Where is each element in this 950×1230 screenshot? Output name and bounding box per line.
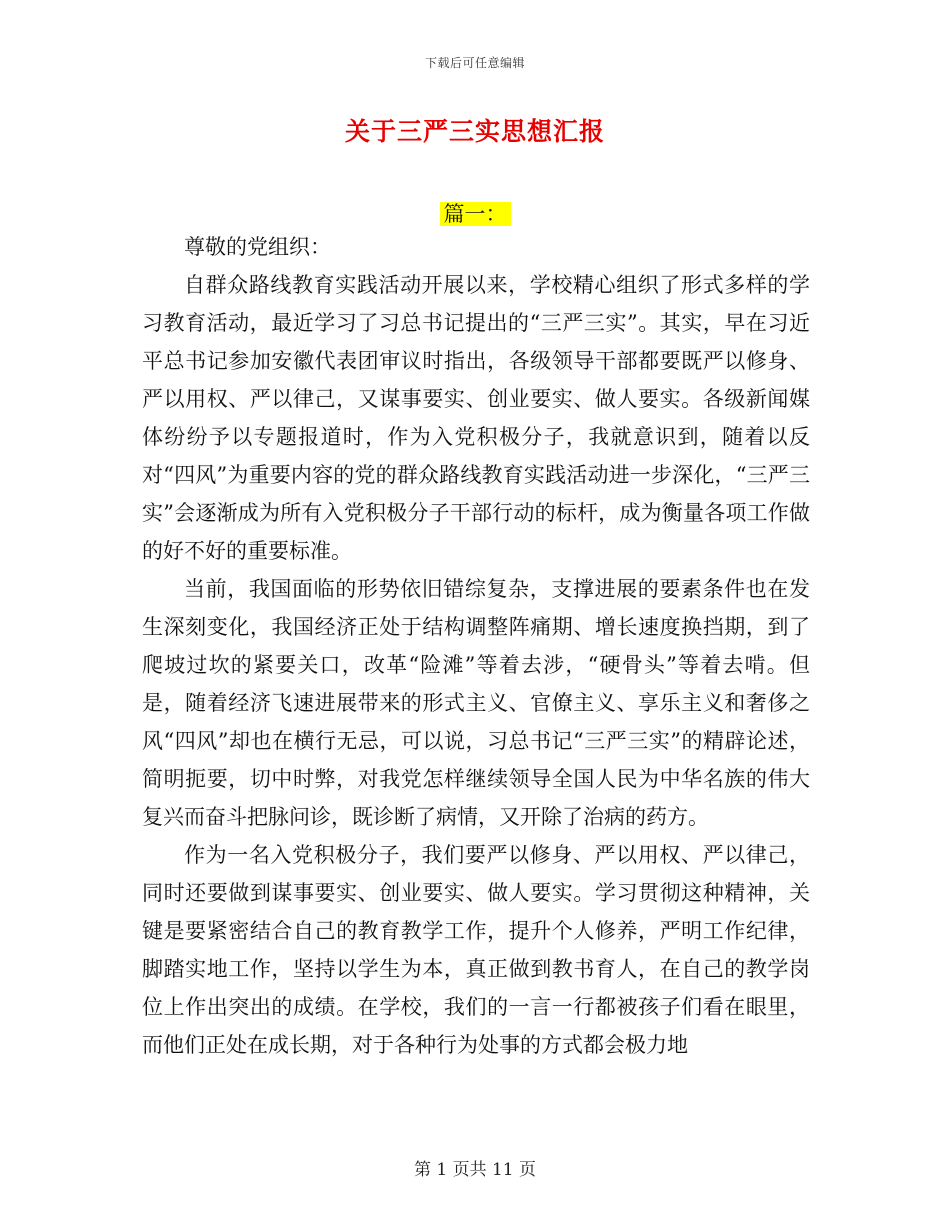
page-footer-number: 第 1 页共 11 页 xyxy=(413,1160,537,1180)
body-paragraph-2: 当前，我国面临的形势依旧错综复杂，支撑进展的要素条件也在发生深刻变化，我国经济正处于结构调整阵痛期、增长速度换挡期，到了爬坡过坎的紧要关口，改革“险滩”等着去涉，“硬骨头”等着去啃。但是，随着经济飞速进展带来的形式主义、官僚主义、享乐主义和奢侈之风“四风”却也在横行无忌，可以说，习总书记“三严三实”的精辟论述，简明扼要，切中时弊，对我党怎样继续领导全国人民为中华名族的伟大复兴而奋斗把脉问诊，既诊断了病情，又开除了治病的药方。 xyxy=(142,577,810,829)
body-paragraph-1: 自群众路线教育实践活动开展以来，学校精心组织了形式多样的学习教育活动，最近学习了习总书记提出的“三严三实”。其实，早在习近平总书记参加安徽代表团审议时指出，各级领导干部都要既严以修身、严以用权、严以律己，又谋事要实、创业要实、做人要实。各级新闻媒体纷纷予以专题报道时，作为入党积极分子，我就意识到，随着以反对“四风”为重要内容的党的群众路线教育实践活动进一步深化，“三严三实”会逐渐成为所有入党积极分子干部行动的标杆，成为衡量各项工作做的好不好的重要标准。 xyxy=(142,273,810,563)
document-title: 关于三严三实思想汇报 xyxy=(344,117,605,146)
salutation: 尊敬的党组织： xyxy=(184,235,331,259)
page-header-note: 下载后可任意编辑 xyxy=(424,56,525,70)
section-label-highlight: 篇一： xyxy=(440,202,511,226)
body-paragraph-3: 作为一名入党积极分子，我们要严以修身、严以用权、严以律己，同时还要做到谋事要实、创业要实、做人要实。学习贯彻这种精神，关键是要紧密结合自己的教育教学工作，提升个人修养，严明工作纪律，脚踏实地工作，坚持以学生为本，真正做到教书育人，在自己的教学岗位上作出突出的成绩。在学校，我们的一言一行都被孩子们看在眼里，而他们正处在成长期，对于各种行为处事的方式都会极力地 xyxy=(142,843,810,1057)
document-body xyxy=(142,228,810,1064)
section-heading xyxy=(0,198,950,228)
